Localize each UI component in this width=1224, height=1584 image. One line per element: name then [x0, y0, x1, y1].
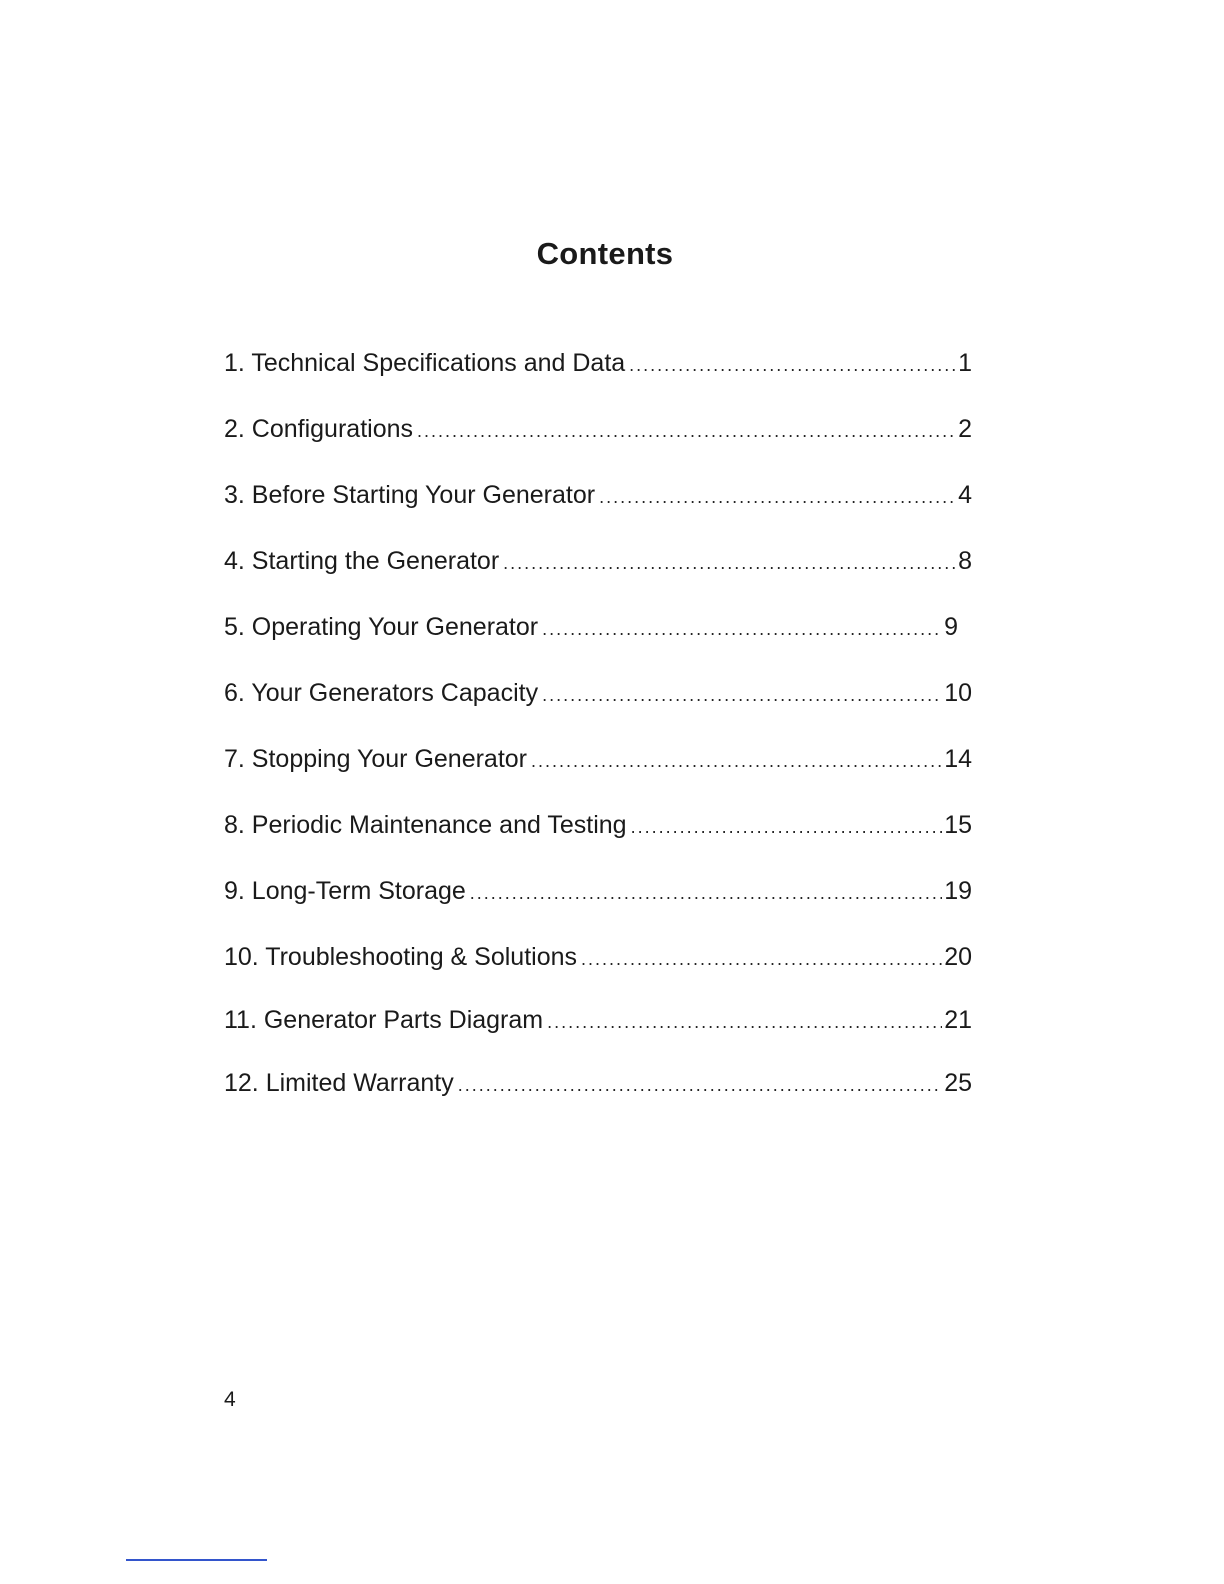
page-number: 4: [224, 1388, 236, 1411]
toc-entry-page: 25: [944, 1069, 972, 1097]
toc-entry-page: 14: [944, 745, 972, 773]
toc-entry-label: 8. Periodic Maintenance and Testing: [224, 811, 627, 839]
toc-entry[interactable]: [224, 478, 972, 512]
dot-leader: [470, 876, 942, 910]
toc-entry[interactable]: [224, 610, 958, 644]
toc-entry-page: 15: [944, 811, 972, 839]
dot-leader: [542, 612, 942, 646]
toc-entry-page: 1: [958, 349, 972, 377]
toc-entry-label: 7. Stopping Your Generator: [224, 745, 528, 773]
link-underline: [126, 1559, 267, 1561]
toc-entry-page: 8: [958, 547, 972, 575]
dot-leader: [629, 348, 956, 382]
toc-entry-page: 19: [944, 877, 972, 905]
toc-entry-page: 21: [944, 1006, 972, 1034]
toc-entry[interactable]: [224, 676, 972, 710]
toc-entry[interactable]: [224, 346, 972, 380]
dot-leader: [531, 744, 942, 778]
toc-entry-label: 12. Limited Warranty: [224, 1069, 454, 1097]
toc-entry[interactable]: [224, 874, 972, 908]
dot-leader: [458, 1068, 942, 1102]
toc-entry-page: 2: [958, 415, 972, 443]
dot-leader: [542, 678, 942, 712]
toc-entry-page: 9: [944, 613, 958, 641]
toc-entry-label: 6. Your Generators Capacity: [224, 679, 539, 707]
toc-entry[interactable]: [224, 742, 972, 776]
toc-entry-page: 10: [944, 679, 972, 707]
dot-leader: [547, 1005, 942, 1039]
toc-entry-label: 5. Operating Your Generator: [224, 613, 539, 641]
toc-entry[interactable]: [224, 940, 972, 974]
toc-entry[interactable]: [224, 544, 972, 578]
toc-entry-label: 4. Starting the Generator: [224, 547, 500, 575]
toc-entry-label: 11. Generator Parts Diagram: [224, 1006, 544, 1034]
toc-entry-label: 2. Configurations: [224, 415, 414, 443]
dot-leader: [503, 546, 956, 580]
dot-leader: [581, 942, 942, 976]
toc-entry[interactable]: [224, 412, 972, 446]
dot-leader: [631, 810, 943, 844]
page-title: Contents: [536, 236, 674, 271]
toc-entry-label: 10. Troubleshooting & Solutions: [224, 943, 578, 971]
dot-leader: [417, 414, 956, 448]
toc-entry[interactable]: [224, 1003, 972, 1037]
toc-entry-page: 4: [958, 481, 972, 509]
toc-entry[interactable]: [224, 808, 972, 842]
toc-entry[interactable]: [224, 1066, 972, 1100]
toc-entry-label: 3. Before Starting Your Generator: [224, 481, 596, 509]
toc-entry-page: 20: [944, 943, 972, 971]
dot-leader: [599, 480, 956, 514]
toc-entry-label: 9. Long-Term Storage: [224, 877, 466, 905]
toc-entry-label: 1. Technical Specifications and Data: [224, 349, 626, 377]
